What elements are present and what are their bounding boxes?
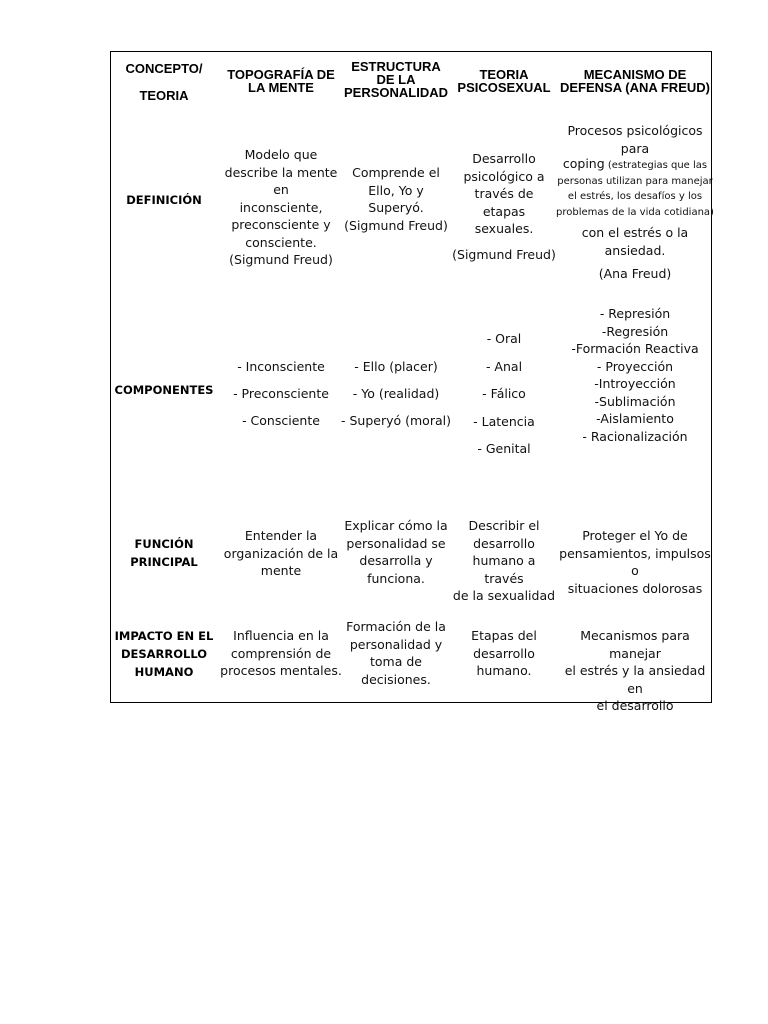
funcion-mecanismo: Proteger el Yo de pensamientos, impulsos o situaciones dolorosas bbox=[559, 528, 711, 596]
header-estructura: ESTRUCTURA DE LA PERSONALIDAD bbox=[343, 59, 448, 100]
funcion-psicosexual: Describir el desarrollo humano a través de la sexualidad bbox=[452, 518, 556, 603]
impacto-psicosexual: Etapas del desarrollo humano. bbox=[471, 628, 537, 678]
componentes-topografia: - Inconsciente - Preconsciente - Consciente bbox=[233, 359, 329, 428]
header-concepto: CONCEPTO/ TEORIA bbox=[125, 61, 203, 103]
impacto-topografia: Influencia en la comprensión de procesos mentales. bbox=[220, 628, 342, 678]
componentes-estructura: - Ello (placer) - Yo (realidad) - Superyó (moral) bbox=[341, 359, 451, 428]
header-mecanismo: MECANISMO DE DEFENSA (ANA FREUD) bbox=[560, 67, 710, 95]
row-label-impacto: IMPACTO EN EL DESARROLLO HUMANO bbox=[114, 629, 214, 679]
funcion-topografia: Entender la organización de la mente bbox=[223, 528, 339, 578]
funcion-estructura: Explicar cómo la personalidad se desarrolla y funciona. bbox=[344, 518, 448, 586]
componentes-mecanismo: - Represión -Regresión -Formación Reactiva - Proyección -Introyección -Sublimación -Aislamiento - Racionalización bbox=[571, 306, 699, 444]
impacto-mecanismo: Mecanismos para manejar el estrés y la ansiedad en el desarrollo bbox=[564, 628, 706, 713]
definicion-psicosexual: Desarrollo psicológico a través de etapas sexuales. (Sigmund Freud) bbox=[452, 151, 556, 262]
definicion-mecanismo-note: coping (estrategias que las bbox=[562, 156, 708, 171]
header-topografia: TOPOGRAFÍA DE LA MENTE bbox=[227, 67, 335, 95]
componentes-psicosexual: - Oral - Anal - Fálico - Latencia - Genital bbox=[473, 331, 535, 456]
definicion-estructura: Comprende el Ello, Yo y Superyó. (Sigmund Freud) bbox=[344, 165, 448, 233]
row-label-funcion: FUNCIÓN PRINCIPAL bbox=[130, 537, 198, 569]
row-label-componentes: COMPONENTES bbox=[114, 383, 214, 397]
impacto-estructura: Formación de la personalidad y toma de decisiones. bbox=[346, 619, 446, 687]
header-psicosexual: TEORIA PSICOSEXUAL bbox=[457, 67, 551, 95]
definicion-topografia: Modelo que describe la mente en inconsciente, preconsciente y consciente. (Sigmund Freud) bbox=[224, 147, 338, 267]
row-label-definicion: DEFINICIÓN bbox=[126, 193, 202, 207]
definicion-mecanismo: Procesos psicológicos para coping (estrategias que las personas utilizan para manejar el estrés, los desafíos y los problemas de la vida cotidiana) con el estrés o la ansiedad. (Ana Freud) bbox=[556, 123, 714, 281]
